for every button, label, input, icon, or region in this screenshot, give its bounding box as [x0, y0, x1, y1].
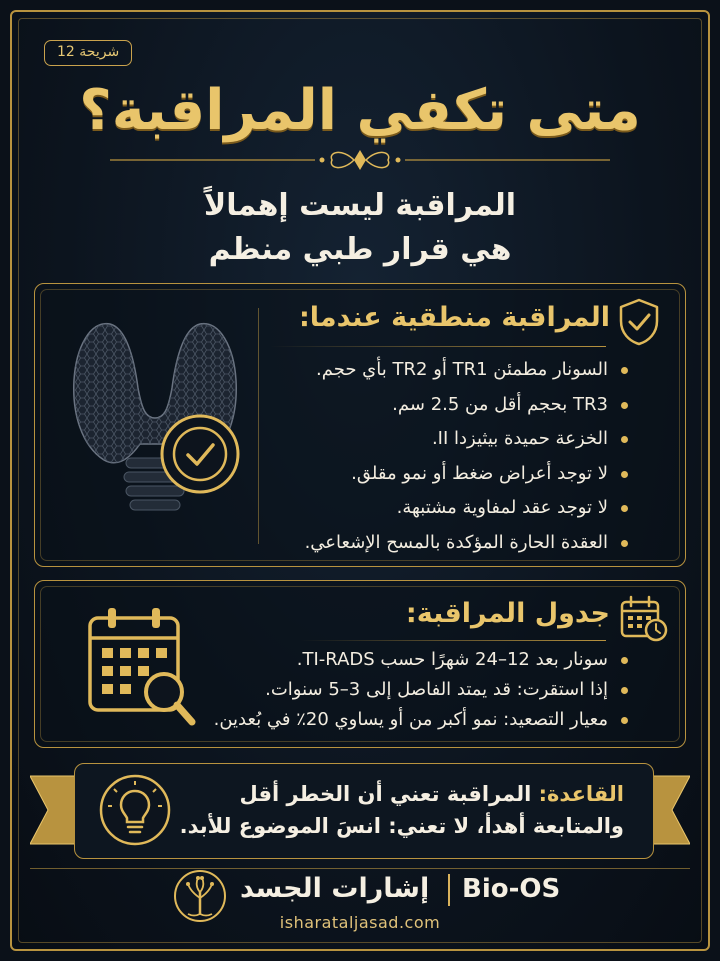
criteria-title-divider	[270, 346, 606, 347]
schedule-list	[214, 645, 630, 735]
brand-separator	[448, 874, 450, 906]
rule-line-1-rest: المراقبة تعني أن الخطر أقل	[239, 782, 539, 806]
brand-name-arabic: إشارات الجسد	[240, 873, 430, 904]
rule-text	[180, 778, 624, 842]
criteria-title: المراقبة منطقية عندما:	[298, 302, 610, 333]
lightbulb-icon	[98, 773, 172, 847]
calendar-magnifier-icon	[84, 604, 198, 730]
schedule-title: جدول المراقبة:	[405, 598, 610, 629]
criteria-panel-divider	[258, 308, 259, 544]
shield-check-icon	[616, 297, 662, 347]
slide-number-badge: شريحة 12	[44, 40, 132, 66]
criteria-list	[305, 353, 630, 560]
page-title: متى تكفي المراقبة؟	[79, 78, 641, 143]
schedule-title-divider	[300, 640, 606, 641]
list-item: السونار مطمئن TR1 أو TR2 بأي حجم.	[305, 353, 630, 388]
list-item: TR3 بحجم أقل من 2.5 سم.	[305, 388, 630, 423]
website-link[interactable]: isharataljasad.com	[279, 913, 441, 932]
calendar-clock-icon	[618, 594, 668, 642]
list-item: معيار التصعيد: نمو أكبر من أو يساوي 20٪ في بُعدين.	[214, 705, 630, 735]
footer-divider	[30, 868, 690, 869]
subtitle-line-1: المراقبة ليست إهمالاً	[203, 188, 517, 223]
title-ornament	[110, 146, 610, 174]
list-item: العقدة الحارة المؤكدة بالمسح الإشعاعي.	[305, 526, 630, 561]
rule-label: القاعدة:	[538, 782, 624, 806]
rule-line-2: والمتابعة أهدأ، لا تعني: انسَ الموضوع للأبد.	[179, 814, 624, 838]
thyroid-gland-illustration	[60, 318, 250, 514]
brand-name-english: Bio-OS	[462, 874, 561, 904]
subtitle-line-2: هي قرار طبي منظم	[208, 232, 512, 267]
list-item: الخزعة حميدة بيثيزدا II.	[305, 422, 630, 457]
list-item: سونار بعد 12–24 شهرًا حسب TI-RADS.	[214, 645, 630, 675]
list-item: لا توجد أعراض ضغط أو نمو مقلق.	[305, 457, 630, 492]
list-item: لا توجد عقد لمفاوية مشتبهة.	[305, 491, 630, 526]
list-item: إذا استقرت: قد يمتد الفاصل إلى 3–5 سنوات.	[214, 675, 630, 705]
rule-line-1	[180, 778, 624, 810]
